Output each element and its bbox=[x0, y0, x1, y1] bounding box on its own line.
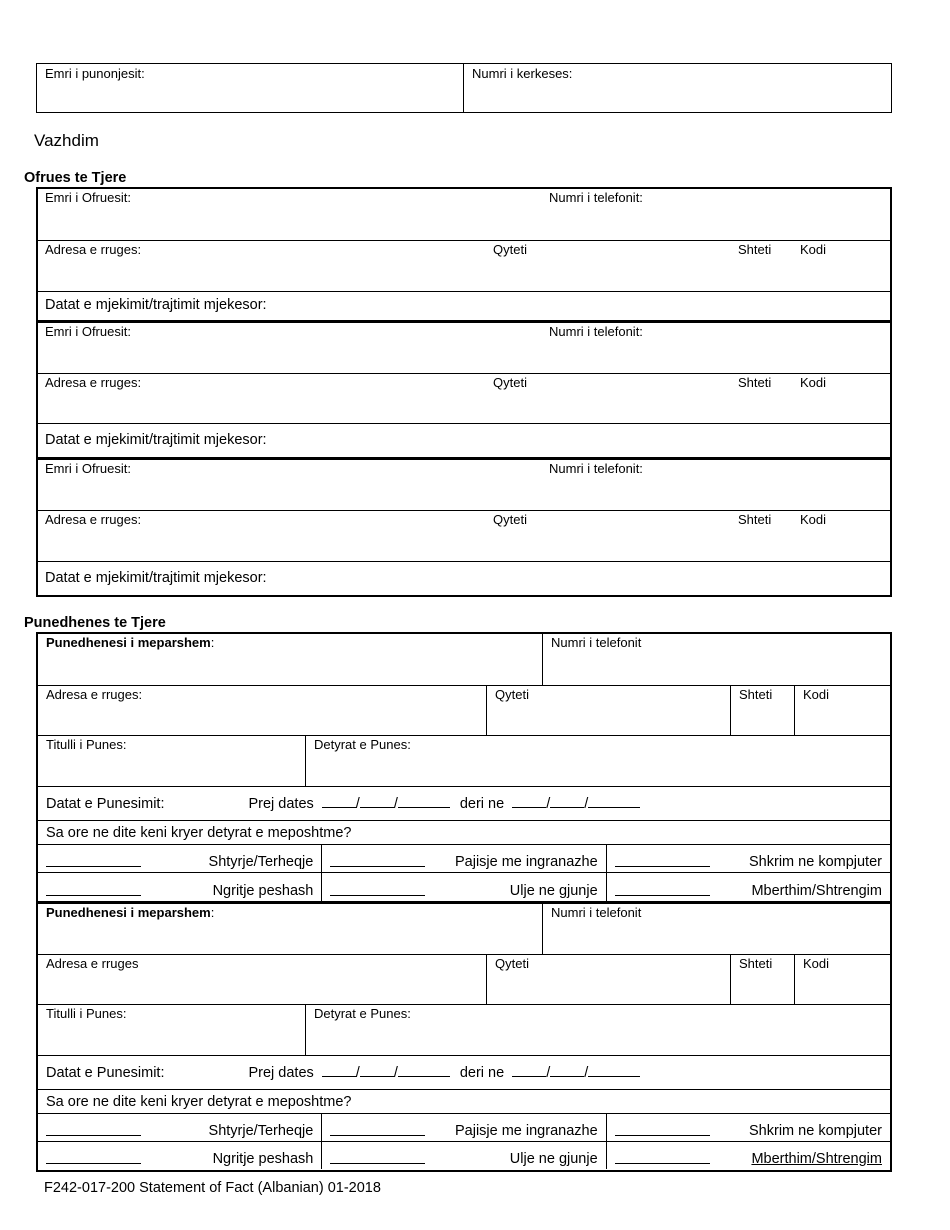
zip-label: Kodi bbox=[800, 242, 827, 257]
tasks-row bbox=[38, 1114, 890, 1142]
employer-zip-label: Kodi bbox=[803, 956, 830, 971]
to-date-blanks[interactable]: / / bbox=[512, 796, 640, 812]
request-number-label: Numri i kerkeses: bbox=[472, 66, 573, 81]
city-label: Qyteti bbox=[493, 375, 527, 390]
employer-state-label: Shteti bbox=[739, 956, 773, 971]
task-computer-typing[interactable]: Shkrim ne kompjuter bbox=[606, 1114, 890, 1141]
state-label: Shteti bbox=[738, 242, 772, 257]
provider-phone-label: Numri i telefonit: bbox=[549, 324, 643, 339]
providers-table bbox=[36, 187, 892, 597]
tasks-row bbox=[38, 845, 890, 873]
employer-street-field[interactable] bbox=[38, 686, 486, 735]
hours-question: Sa ore ne dite keni kryer detyrat e meposhtme? bbox=[46, 824, 352, 841]
header-table bbox=[36, 63, 892, 113]
continuation-title: Vazhdim bbox=[34, 131, 99, 150]
to-date-blanks[interactable]: / / bbox=[512, 1065, 640, 1081]
employer-name-row bbox=[38, 634, 890, 686]
employers-table bbox=[36, 632, 892, 1172]
state-label: Shteti bbox=[738, 375, 772, 390]
job-title-label: Titulli i Punes: bbox=[46, 737, 127, 752]
job-title-label: Titulli i Punes: bbox=[46, 1006, 127, 1021]
task-kneeling[interactable]: Ulje ne gjunje bbox=[321, 1142, 605, 1169]
employment-dates-label: Datat e Punesimit: bbox=[46, 795, 165, 812]
provider-group bbox=[38, 323, 890, 460]
employer-state-field[interactable] bbox=[730, 686, 794, 735]
to-label: deri ne bbox=[459, 795, 505, 812]
employer-address-row bbox=[38, 955, 890, 1005]
employer-street-field[interactable] bbox=[38, 955, 486, 1004]
provider-group bbox=[38, 460, 890, 595]
job-duties-label: Detyrat e Punes: bbox=[314, 737, 411, 752]
from-date-blanks[interactable]: / / bbox=[322, 796, 450, 812]
treatment-dates-row[interactable] bbox=[38, 562, 890, 595]
treatment-dates-label: Datat e mjekimit/trajtimit mjekesor: bbox=[45, 297, 267, 313]
previous-employer-field[interactable] bbox=[38, 634, 542, 685]
employer-zip-field[interactable] bbox=[794, 686, 890, 735]
job-title-field[interactable] bbox=[38, 736, 305, 786]
employer-phone-label: Numri i telefonit bbox=[551, 635, 642, 650]
task-computer-typing[interactable]: Shkrim ne kompjuter bbox=[606, 845, 890, 872]
treatment-dates-label: Datat e mjekimit/trajtimit mjekesor: bbox=[45, 570, 267, 586]
provider-name-row[interactable] bbox=[38, 323, 890, 374]
employer-group bbox=[38, 634, 890, 904]
employer-name-row bbox=[38, 904, 890, 955]
provider-group bbox=[38, 189, 890, 323]
tasks-row bbox=[38, 873, 890, 901]
employer-phone-field[interactable] bbox=[542, 634, 890, 685]
employer-zip-field[interactable] bbox=[794, 955, 890, 1004]
hours-question-row bbox=[38, 821, 890, 845]
employer-city-field[interactable] bbox=[486, 686, 730, 735]
provider-phone-label: Numri i telefonit: bbox=[549, 190, 643, 205]
task-push-pull[interactable]: Shtyrje/Terheqje bbox=[38, 1114, 321, 1141]
job-row bbox=[38, 1005, 890, 1056]
employer-city-label: Qyteti bbox=[495, 687, 529, 702]
task-geared-equipment[interactable]: Pajisje me ingranazhe bbox=[321, 845, 605, 872]
employer-group bbox=[38, 904, 890, 1170]
employment-dates-row[interactable] bbox=[38, 1056, 890, 1090]
from-dates-label: Prej dates bbox=[248, 795, 314, 812]
hours-question: Sa ore ne dite keni kryer detyrat e meposhtme? bbox=[46, 1093, 352, 1110]
employment-dates-label: Datat e Punesimit: bbox=[46, 1064, 165, 1081]
employer-state-label: Shteti bbox=[739, 687, 773, 702]
treatment-dates-row[interactable] bbox=[38, 292, 890, 320]
treatment-dates-label: Datat e mjekimit/trajtimit mjekesor: bbox=[45, 432, 267, 448]
employment-dates-row[interactable] bbox=[38, 787, 890, 821]
to-label: deri ne bbox=[459, 1064, 505, 1081]
employer-phone-field[interactable] bbox=[542, 904, 890, 954]
provider-phone-label: Numri i telefonit: bbox=[549, 461, 643, 476]
job-row bbox=[38, 736, 890, 787]
employee-name-label: Emri i punonjesit: bbox=[45, 66, 145, 81]
employer-street-label: Adresa e rruges bbox=[46, 956, 139, 971]
task-gripping[interactable]: Mberthim/Shtrengim bbox=[606, 1142, 890, 1169]
from-dates-label: Prej dates bbox=[248, 1064, 314, 1081]
provider-name-label: Emri i Ofruesit: bbox=[45, 324, 131, 339]
provider-name-row[interactable] bbox=[38, 189, 890, 241]
street-label: Adresa e rruges: bbox=[45, 375, 142, 390]
zip-label: Kodi bbox=[800, 512, 827, 527]
request-number-field[interactable] bbox=[464, 64, 891, 112]
employer-phone-label: Numri i telefonit bbox=[551, 905, 642, 920]
state-label: Shteti bbox=[738, 512, 772, 527]
job-duties-field[interactable] bbox=[305, 1005, 890, 1055]
street-label: Adresa e rruges: bbox=[45, 512, 142, 527]
task-lifting[interactable]: Ngritje peshash bbox=[38, 1142, 321, 1169]
provider-name-label: Emri i Ofruesit: bbox=[45, 461, 131, 476]
task-gripping[interactable]: Mberthim/Shtrengim bbox=[606, 873, 890, 901]
city-label: Qyteti bbox=[493, 512, 527, 527]
previous-employer-field[interactable] bbox=[38, 904, 542, 954]
provider-name-label: Emri i Ofruesit: bbox=[45, 190, 131, 205]
employer-city-field[interactable] bbox=[486, 955, 730, 1004]
street-label: Adresa e rruges: bbox=[45, 242, 142, 257]
employer-state-field[interactable] bbox=[730, 955, 794, 1004]
employers-section-title: Punedhenes te Tjere bbox=[24, 615, 166, 631]
previous-employer-label: Punedhenesi i meparshem: bbox=[46, 905, 215, 920]
task-geared-equipment[interactable]: Pajisje me ingranazhe bbox=[321, 1114, 605, 1141]
providers-section-title: Ofrues te Tjere bbox=[24, 170, 127, 186]
task-kneeling[interactable]: Ulje ne gjunje bbox=[321, 873, 605, 901]
treatment-dates-row[interactable] bbox=[38, 424, 890, 457]
task-push-pull[interactable]: Shtyrje/Terheqje bbox=[38, 845, 321, 872]
zip-label: Kodi bbox=[800, 375, 827, 390]
employee-name-field[interactable] bbox=[37, 64, 464, 112]
form-footer: F242-017-200 Statement of Fact (Albanian) 01-2018 bbox=[44, 1180, 381, 1196]
provider-address-row[interactable] bbox=[38, 511, 890, 562]
employer-address-row bbox=[38, 686, 890, 736]
tasks-row bbox=[38, 1142, 890, 1169]
job-title-field[interactable] bbox=[38, 1005, 305, 1055]
hours-question-row bbox=[38, 1090, 890, 1114]
from-date-blanks[interactable]: / / bbox=[322, 1065, 450, 1081]
employer-city-label: Qyteti bbox=[495, 956, 529, 971]
employer-street-label: Adresa e rruges: bbox=[46, 687, 143, 702]
provider-name-row[interactable] bbox=[38, 460, 890, 511]
provider-address-row[interactable] bbox=[38, 241, 890, 292]
job-duties-field[interactable] bbox=[305, 736, 890, 786]
provider-address-row[interactable] bbox=[38, 374, 890, 424]
previous-employer-label: Punedhenesi i meparshem: bbox=[46, 635, 215, 650]
task-lifting[interactable]: Ngritje peshash bbox=[38, 873, 321, 901]
city-label: Qyteti bbox=[493, 242, 527, 257]
job-duties-label: Detyrat e Punes: bbox=[314, 1006, 411, 1021]
employer-zip-label: Kodi bbox=[803, 687, 830, 702]
